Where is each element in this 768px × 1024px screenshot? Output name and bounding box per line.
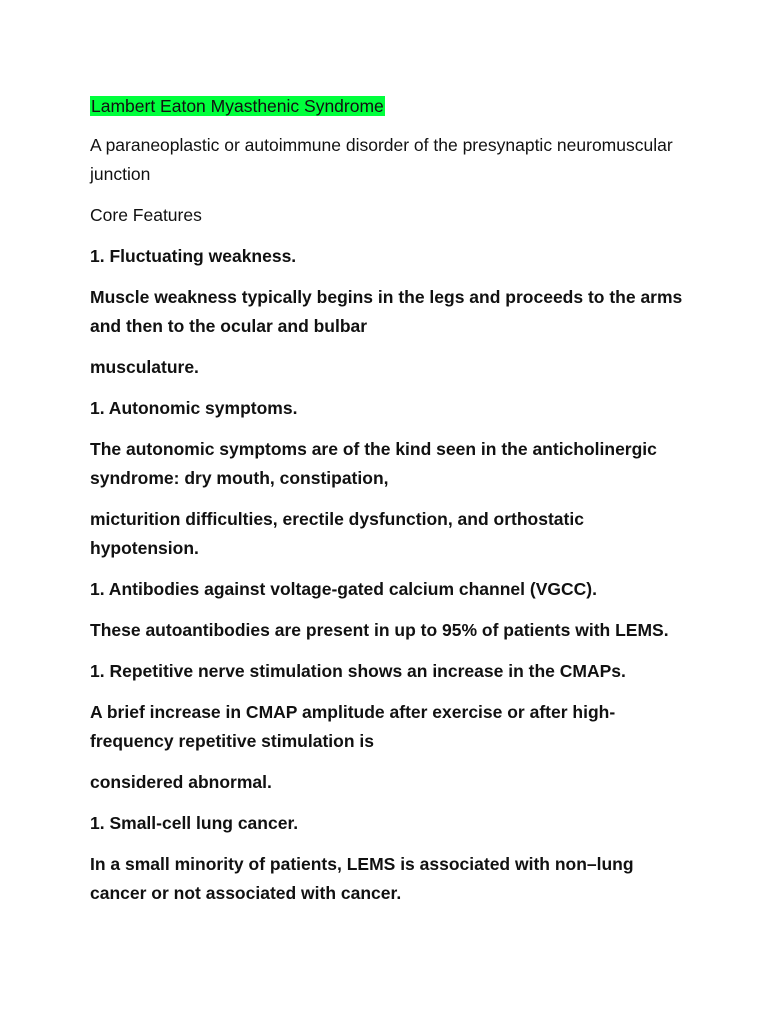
paragraph-weakness-continuation: musculature.	[90, 357, 199, 377]
document-title-line	[90, 93, 690, 119]
paragraph-cancer-association: In a small minority of patients, LEMS is associated with non–lung cancer or not associated with cancer.	[90, 854, 634, 903]
feature-heading-vgcc-antibodies: 1. Antibodies against voltage-gated calcium channel (VGCC).	[90, 579, 597, 599]
document-title: Lambert Eaton Myasthenic Syndrome	[91, 96, 384, 116]
paragraph-intro: A paraneoplastic or autoimmune disorder of the presynaptic neuromuscular junction	[90, 135, 673, 184]
paragraph-cmap-continuation: considered abnormal.	[90, 772, 272, 792]
paragraph-autoantibodies: These autoantibodies are present in up to 95% of patients with LEMS.	[90, 620, 669, 640]
feature-heading-repetitive-stimulation: 1. Repetitive nerve stimulation shows an increase in the CMAPs.	[90, 661, 626, 681]
feature-heading-autonomic-symptoms: 1. Autonomic symptoms.	[90, 398, 298, 418]
paragraph-autonomic-description: The autonomic symptoms are of the kind seen in the anticholinergic syndrome: dry mouth, constipation,	[90, 439, 657, 488]
paragraph-autonomic-continuation: micturition difficulties, erectile dysfunction, and orthostatic hypotension.	[90, 509, 584, 558]
paragraph-weakness-description: Muscle weakness typically begins in the legs and proceeds to the arms and then to the ocular and bulbar	[90, 287, 683, 336]
document-page	[90, 93, 690, 920]
feature-heading-small-cell-lung-cancer: 1. Small-cell lung cancer.	[90, 813, 299, 833]
paragraph-cmap-increase: A brief increase in CMAP amplitude after exercise or after high-frequency repetitive stimulation is	[90, 702, 616, 751]
feature-heading-fluctuating-weakness: 1. Fluctuating weakness.	[90, 246, 297, 266]
section-heading-core-features: Core Features	[90, 205, 202, 225]
